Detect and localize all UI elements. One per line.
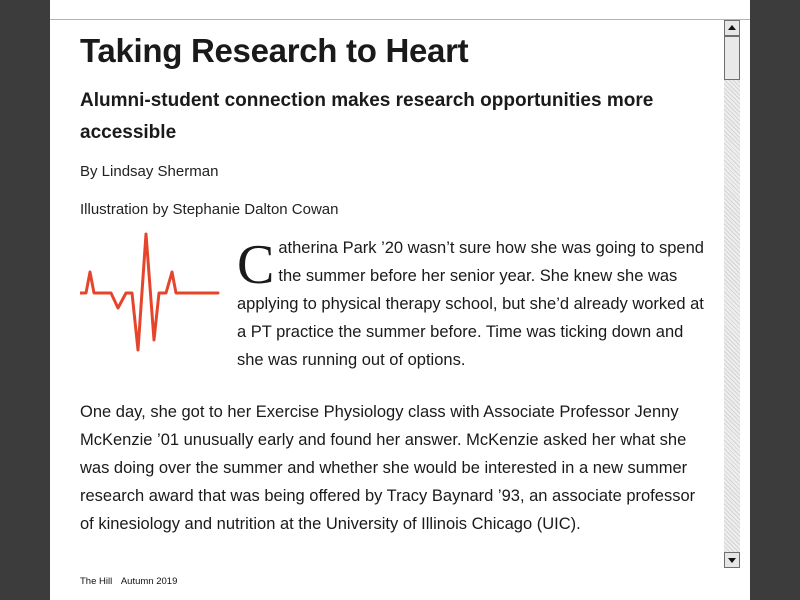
document-page [50, 0, 750, 600]
scroll-up-button[interactable] [724, 20, 740, 36]
top-divider [50, 19, 750, 20]
paragraph-2: One day, she got to her Exercise Physiology class with Associate Professor Jenny McKenzie ’01 unusually early and found her answer. McKenzie asked her what she was doing over the summer and whether she would be interested in a new summer research award that was being offered by Tracy Baynard ’93, an associate professor of kinesiology and nutrition at the University of Illinois Chicago (UIC). [80, 403, 696, 533]
byline: By Lindsay Sherman [80, 163, 219, 180]
vertical-scrollbar[interactable] [724, 20, 740, 568]
paragraph-1-text: atherina Park ’20 wasn’t sure how she was going to spend the summer before her senior year. She knew she was applying to physical therapy school, but she’d already worked at a PT practice the summer before. Time was ticking down and she was running out of options. [237, 239, 704, 369]
page-footer [80, 576, 177, 587]
article-subtitle: Alumni-student connection makes research opportunities more accessible [80, 90, 654, 143]
footer-issue: Autumn 2019 [120, 576, 178, 587]
illustration-credit: Illustration by Stephanie Dalton Cowan [80, 201, 339, 218]
scroll-down-button[interactable] [724, 552, 740, 568]
footer-publication: The Hill [80, 576, 113, 587]
article-title: Taking Research to Heart [80, 32, 469, 69]
scrollbar-thumb[interactable] [724, 36, 740, 80]
drop-cap: C [237, 234, 275, 296]
paragraph-1 [237, 234, 707, 374]
heartbeat-line-icon [80, 232, 220, 354]
